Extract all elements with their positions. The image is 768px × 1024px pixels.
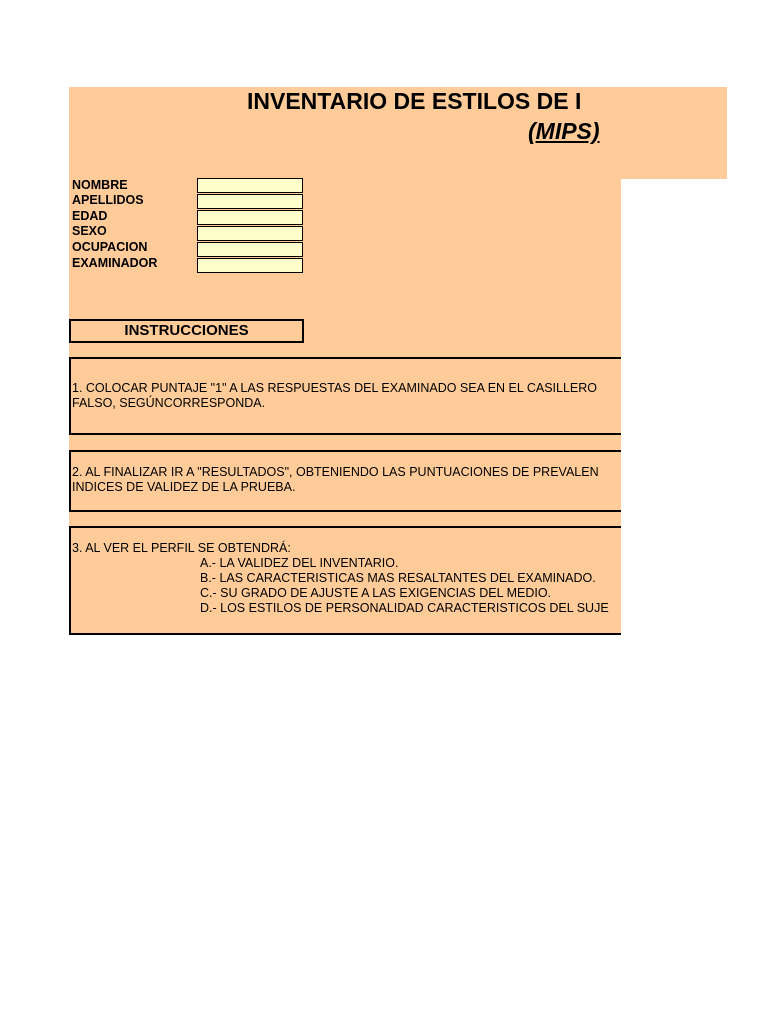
instruction-3-line-1: 3. AL VER EL PERFIL SE OBTENDRÁ: — [72, 541, 291, 555]
instruction-1-line-2: FALSO, SEGÚNCORRESPONDA. — [72, 396, 266, 410]
instruction-box-1 — [69, 357, 629, 435]
instruction-2-line-2: INDICES DE VALIDEZ DE LA PRUEBA. — [72, 480, 296, 494]
instruction-3-subitem-b: B.- LAS CARACTERISTICAS MAS RESALTANTES DEL EXAMINADO. — [200, 571, 596, 585]
page-subtitle: (MIPS) — [528, 118, 600, 144]
field-label-edad: EDAD — [72, 209, 108, 223]
instruction-2-line-1: 2. AL FINALIZAR IR A "RESULTADOS", OBTENIENDO LAS PUNTUACIONES DE PREVALEN — [72, 465, 599, 479]
field-label-examinador: EXAMINADOR — [72, 256, 158, 270]
sexo-input[interactable] — [197, 226, 303, 241]
instruction-3-subitem-d: D.- LOS ESTILOS DE PERSONALIDAD CARACTERISTICOS DEL SUJE — [200, 601, 609, 615]
nombre-input[interactable] — [197, 178, 303, 193]
ocupacion-input[interactable] — [197, 242, 303, 257]
examinador-input[interactable] — [197, 258, 303, 273]
instruction-box-2 — [69, 450, 629, 512]
field-label-apellidos: APELLIDOS — [72, 193, 144, 207]
page-clip-edge — [621, 179, 768, 1024]
edad-input[interactable] — [197, 210, 303, 225]
instructions-header: INSTRUCCIONES — [69, 319, 304, 343]
instruction-box-3 — [69, 526, 629, 635]
instruction-3-subitem-c: C.- SU GRADO DE AJUSTE A LAS EXIGENCIAS DEL MEDIO. — [200, 586, 552, 600]
instruction-3-subitem-a: A.- LA VALIDEZ DEL INVENTARIO. — [200, 556, 399, 570]
field-label-ocupacion: OCUPACION — [72, 240, 148, 254]
instruction-1-line-1: 1. COLOCAR PUNTAJE "1" A LAS RESPUESTAS DEL EXAMINADO SEA EN EL CASILLERO — [72, 381, 598, 395]
apellidos-input[interactable] — [197, 194, 303, 209]
field-label-nombre: NOMBRE — [72, 178, 128, 192]
page-title: INVENTARIO DE ESTILOS DE I — [247, 88, 582, 114]
field-label-sexo: SEXO — [72, 224, 107, 238]
